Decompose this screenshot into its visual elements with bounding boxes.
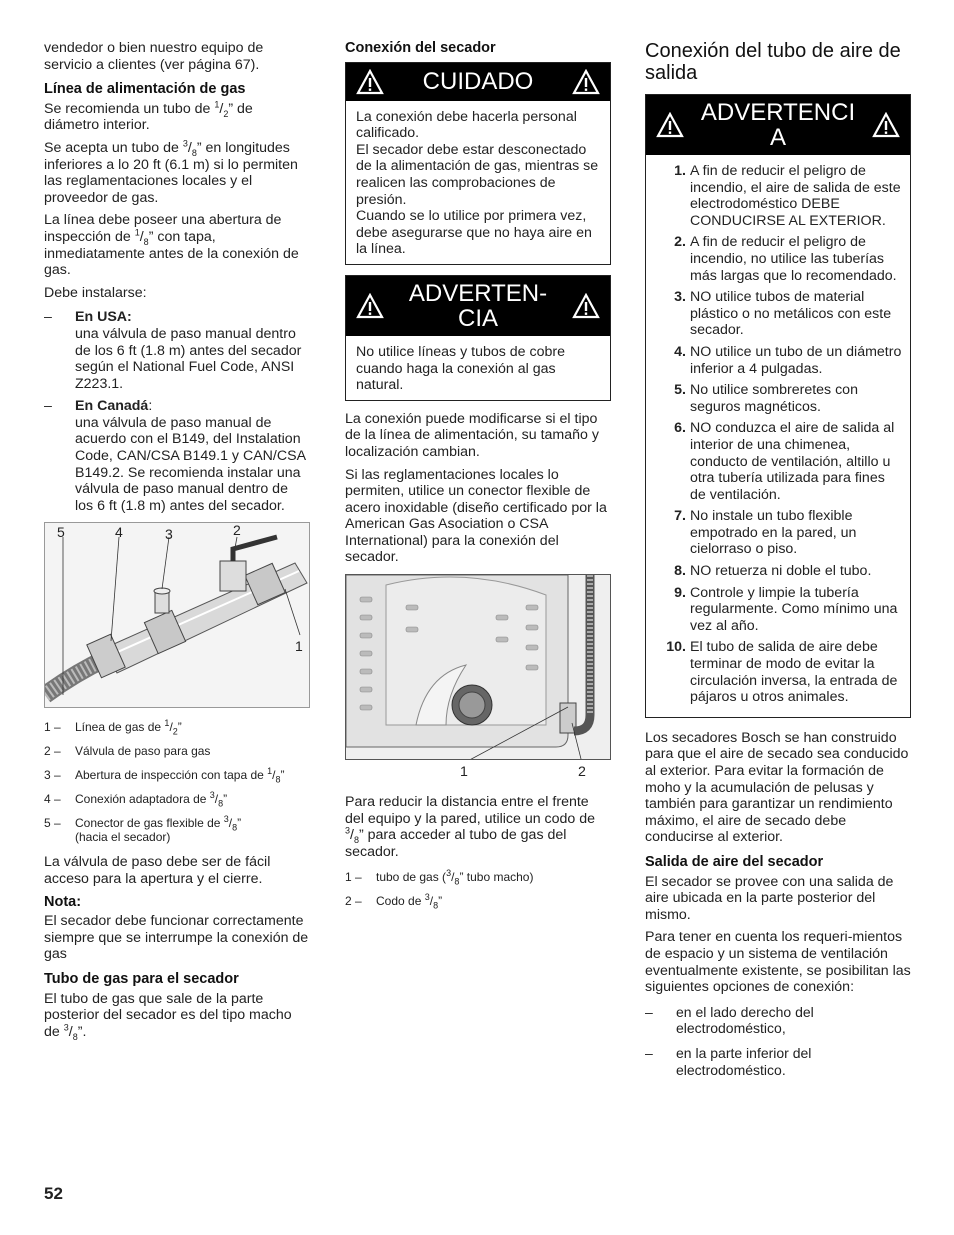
warning-text-gas: No utilice líneas y tubos de cobre cuando haga la conexión al gas natural. bbox=[356, 343, 565, 394]
list-item: 5. No utilice sombreretes con seguros magnéticos. bbox=[674, 382, 858, 415]
caution-title: CUIDADO bbox=[422, 68, 534, 96]
caution-box bbox=[345, 62, 611, 265]
fig1-label-4: 4 bbox=[115, 524, 123, 541]
exhaust-heading: Conexión del tubo de aire de salida bbox=[645, 40, 901, 84]
col3-p3: Para tener en cuenta los requeri-mientos de espacio y un sistema de ventilación eventualmente existente, se posibilitan las siguientes opciones de conexión: bbox=[645, 929, 911, 996]
caption-5: 5 – Conector de gas flexible de $^3/_8$” (hacia el secador) bbox=[44, 814, 242, 845]
list-item: 7. No instale un tubo flexible empotrado en la pared, un cielorraso o piso. bbox=[674, 508, 857, 558]
fig1-label-2: 2 bbox=[233, 523, 241, 539]
column-1 bbox=[44, 40, 310, 1046]
option-item: – en el lado derecho del electrodoméstico, bbox=[645, 1003, 814, 1037]
tube-heading: Tubo de gas para el secador bbox=[44, 971, 239, 987]
note-heading: Nota: bbox=[44, 893, 82, 910]
usa-item: – En USA: una válvula de paso manual dentro de los 6 ft (1.8 m) antes del secador según el National Fuel Code, ANSI Z223.1. bbox=[44, 309, 302, 392]
gas-line-heading: Línea de alimentación de gas bbox=[44, 81, 246, 98]
tube-text: El tubo de gas que sale de la parte posterior del secador es del tipo macho de $^3/_8$”. bbox=[44, 990, 292, 1042]
caption-3: 3 – Abertura de inspección con tapa de $^1/_8$” bbox=[44, 766, 285, 785]
list-item: 10. El tubo de salida de aire debe terminar de modo de evitar la circulación inversa, la entrada de pájaros u otros animales. bbox=[666, 639, 898, 706]
col3-p1: Los secadores Bosch se han construido para que el aire de secado sea conducido al exterior. Para evitar la formación de moho y la acumulación de pelusas y también para garantizar un rendimiento máximo, el aire de secado debe conducirse al exterior. bbox=[645, 729, 909, 846]
gas-line-p2: Se acepta un tubo de $^3/_8$” en longitudes inferiores a lo 20 ft (6.1 m) si lo permiten las reglamentaciones locales y el proveedor de gas. bbox=[44, 138, 298, 206]
gas-line-p3: La línea debe poseer una abertura de inspección de $^1/_8$” con tapa, inmediatamente antes de la conexión de gas. bbox=[44, 212, 299, 279]
gas-valve-illustration bbox=[45, 523, 309, 707]
warning-list bbox=[646, 155, 910, 717]
caption-1: 1 – Línea de gas de $^1/_2$” bbox=[44, 718, 182, 737]
list-item: 2. A fin de reducir el peligro de incendio, no utilice las tuberías más largas que lo recomendado. bbox=[674, 234, 897, 284]
col3-p2: El secador se provee con una salida de aire ubicada en la parte posterior del mismo. bbox=[645, 873, 894, 923]
warning-box-gas bbox=[345, 275, 611, 401]
warning-triangle-icon bbox=[356, 293, 384, 319]
valve-access-text: La válvula de paso debe ser de fácil acceso para la apertura y el cierre. bbox=[44, 854, 271, 888]
column-3 bbox=[645, 40, 911, 1078]
warning-triangle-icon bbox=[356, 69, 384, 95]
warning-box-exhaust bbox=[645, 94, 911, 718]
fig2-label-2: 2 bbox=[578, 764, 586, 781]
list-item: 3. NO utilice tubos de material plástico o no metálicos con este secador. bbox=[674, 289, 892, 339]
list-item: 1. A fin de reducir el peligro de incendio, el aire de salida de este electrodoméstico DEBE CONDUCIRSE AL EXTERIOR. bbox=[674, 163, 901, 229]
warning-triangle-icon bbox=[572, 69, 600, 95]
fig1-label-5: 5 bbox=[57, 524, 65, 541]
intro-text: vendedor o bien nuestro equipo de servicio a clientes (ver página 67). bbox=[44, 40, 264, 73]
gas-line-p4: Debe instalarse: bbox=[44, 284, 147, 301]
caption-4: 4 – Conexión adaptadora de $^3/_8$” bbox=[44, 790, 228, 809]
warning-triangle-icon bbox=[872, 112, 900, 138]
col2-p1: La conexión puede modificarse si el tipo de la línea de alimentación, su tamaño y localización cambian. bbox=[345, 410, 599, 460]
canada-item: – En Canadá: una válvula de paso manual de acuerdo con el B149, del Instalation Code, CAN/CSA B149.1 y CAN/CSA B149.2. Se recomienda instalar una válvula de paso manual dentro de los 6 ft (1.8 m) antes del secador. bbox=[44, 398, 306, 514]
gas-valve-figure bbox=[44, 522, 310, 708]
warning-triangle-icon bbox=[572, 293, 600, 319]
fig2-captions bbox=[345, 868, 611, 911]
warning-title-gas: ADVERTEN- CIA bbox=[408, 279, 548, 332]
list-item: 9. Controle y limpie la tubería regularmente. Como mínimo una vez al año. bbox=[674, 584, 898, 634]
fig2-label-1: 1 bbox=[460, 764, 468, 781]
caption-2: 2 – Válvula de paso para gas bbox=[44, 744, 211, 759]
page-number: 52 bbox=[44, 1184, 63, 1203]
list-item: 4. NO utilice un tubo de un diámetro inferior a 4 pulgadas. bbox=[674, 343, 902, 377]
fig2-caption-2: 2 – Codo de $^3/_8$” bbox=[345, 892, 443, 911]
dryer-connection-heading: Conexión del secador bbox=[345, 40, 496, 56]
gas-line-p1: Se recomienda un tubo de $^1/_2$” de diámetro interior. bbox=[44, 99, 253, 134]
option-item: – en la parte inferior del electrodoméstico. bbox=[645, 1044, 812, 1078]
fig1-label-3: 3 bbox=[165, 526, 173, 543]
note-text: El secador debe funcionar correctamente siempre que se interrumpe la conexión de gas bbox=[44, 913, 309, 963]
dryer-back-figure bbox=[345, 574, 611, 760]
list-item: 6. NO conduzca el aire de salida al interior de una chimenea, conducto de ventilación, altillo u otra tubería utilizada para fines de ventilación. bbox=[674, 420, 895, 503]
fig1-captions bbox=[44, 720, 310, 844]
column-2 bbox=[345, 40, 611, 918]
dryer-back-illustration bbox=[346, 575, 610, 759]
fig2-labels bbox=[345, 760, 611, 790]
col2-p3: Para reducir la distancia entre el frente del equipo y la pared, utilice un codo de $^3/_8$” para acceder al tubo de gas del secador. bbox=[345, 794, 596, 860]
caution-text: La conexión debe hacerla personal calificado. El secador debe estar desconectado de la alimentación de gas, mientras se realicen las comprobaciones de presión. Cuando se lo utilice por primera vez, debe asegurarse que no haya aire en la línea. bbox=[356, 108, 599, 258]
col2-p2: Si las reglamentaciones locales lo permiten, utilice un conector flexible de acero inoxidable (diseño certificado por la American Gas Asociation o CSA International) para la conexión del secador. bbox=[345, 466, 607, 566]
warning-title-exhaust: ADVERTENCI A bbox=[700, 99, 856, 151]
outlet-heading: Salida de aire del secador bbox=[645, 853, 824, 870]
fig1-label-1: 1 bbox=[295, 638, 303, 655]
list-item: 8. NO retuerza ni doble el tubo. bbox=[674, 563, 872, 580]
fig2-caption-1: 1 – tubo de gas ($^3/_8$” tubo macho) bbox=[345, 868, 534, 887]
warning-triangle-icon bbox=[656, 112, 684, 138]
